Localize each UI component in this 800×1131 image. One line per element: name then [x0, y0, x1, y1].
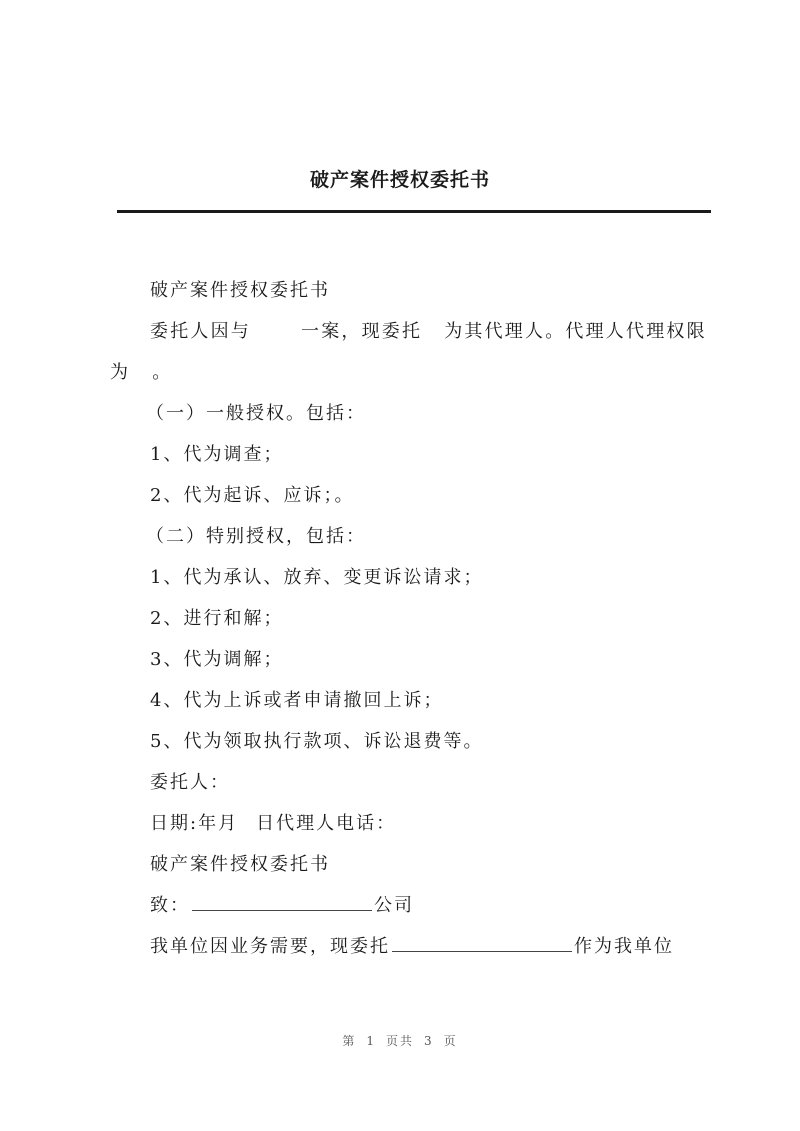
footer-text: 页	[443, 1034, 458, 1048]
paragraph-text: 为其代理人。代理人代理权限为	[110, 321, 707, 383]
paragraph-text: 一案，现委托	[301, 321, 423, 342]
paragraph-text: 公司	[374, 895, 414, 916]
paragraph-heading	[110, 844, 710, 885]
page-number: 1	[366, 1034, 376, 1048]
list-item	[110, 639, 710, 680]
paragraph-text: 2、进行和解；	[150, 608, 284, 629]
paragraph-text: （一）一般授权。包括：	[146, 403, 366, 424]
paragraph-text: 1、代为调查；	[150, 444, 284, 465]
paragraph-date	[110, 803, 710, 844]
paragraph-addressee	[110, 885, 710, 926]
paragraph-special-auth	[110, 516, 710, 557]
list-item	[110, 721, 710, 762]
paragraph-text: 破产案件授权委托书	[150, 854, 330, 875]
paragraph-text: 3、代为调解；	[150, 649, 284, 670]
page-footer	[0, 1032, 800, 1049]
paragraph-text: 4、代为上诉或者申请撤回上诉；	[150, 690, 444, 711]
paragraph-text: 日代理人电话：	[256, 813, 397, 834]
paragraph-text: 破产案件授权委托书	[150, 280, 330, 301]
paragraph-heading	[110, 270, 710, 311]
paragraph-text: 致：	[150, 895, 190, 916]
paragraph-text: 我单位因业务需要，现委托	[150, 936, 390, 957]
paragraph-text: 日期:年月	[150, 813, 239, 834]
document-title: 破产案件授权委托书	[309, 169, 490, 191]
list-item	[110, 557, 710, 598]
fill-in-blank	[392, 935, 572, 952]
list-item	[110, 598, 710, 639]
paragraph-entrust-company	[110, 926, 710, 967]
paragraph-text: 。	[152, 362, 173, 383]
title-underline	[117, 210, 711, 213]
list-item	[110, 475, 710, 516]
footer-text: 第	[342, 1034, 357, 1048]
paragraph-text: 委托人因与	[150, 321, 251, 342]
paragraph-text: 委托人：	[150, 772, 230, 793]
paragraph-principal	[110, 762, 710, 803]
document-body	[110, 270, 710, 967]
paragraph-general-auth	[110, 393, 710, 434]
paragraph-text: 5、代为领取执行款项、诉讼退费等。	[150, 731, 484, 752]
list-item	[110, 434, 710, 475]
paragraph-text: 作为我单位	[574, 936, 674, 957]
paragraph-text: 2、代为起诉、应诉；。	[150, 485, 355, 506]
fill-in-blank	[192, 894, 372, 911]
paragraph-text: （二）特别授权，包括：	[146, 526, 366, 547]
paragraph-text: 1、代为承认、放弃、变更诉讼请求；	[150, 567, 484, 588]
total-pages: 3	[424, 1034, 434, 1048]
paragraph-entrust	[110, 311, 710, 393]
footer-text: 页共	[385, 1034, 414, 1048]
list-item	[110, 680, 710, 721]
